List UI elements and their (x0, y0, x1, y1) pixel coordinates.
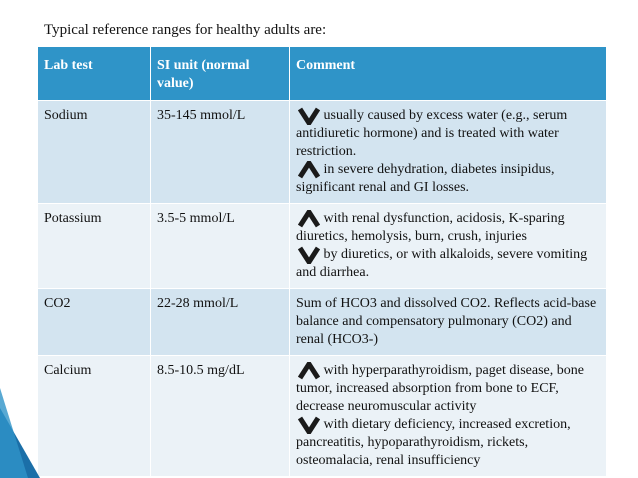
up-arrow-icon (298, 161, 320, 179)
comment-cell: Sum of HCO3 and dissolved CO2. Reflects acid-base balance and compensatory pulmonary (CO2) and renal (HCO3-) (289, 288, 606, 355)
lab-test-cell: Sodium (37, 100, 150, 203)
reference-range-table (37, 46, 606, 476)
intro-text: Typical reference ranges for healthy adults are: (44, 22, 327, 38)
slide-corner-decoration (0, 388, 40, 478)
comment-cell (289, 355, 606, 476)
lab-test-cell: Potassium (37, 203, 150, 288)
comment-decrease: usually caused by excess water (e.g., serum antidiuretic hormone) and is treated with water restriction. (296, 108, 568, 159)
table-header-row (37, 46, 606, 100)
table-row (37, 100, 606, 203)
table-row (37, 355, 606, 476)
lab-test-cell: Calcium (37, 355, 150, 476)
comment-increase: with hyperparathyroidism, paget disease, bone tumor, increased absorption from bone to ECF, decrease neuromuscular activity (296, 363, 584, 414)
si-unit-cell: 8.5-10.5 mg/dL (150, 355, 289, 476)
comment-decrease: by diuretics, or with alkaloids, severe vomiting and diarrhea. (296, 247, 588, 280)
si-unit-cell: 35-145 mmol/L (150, 100, 289, 203)
up-arrow-icon (298, 362, 320, 380)
lab-test-cell: CO2 (37, 288, 150, 355)
comment-decrease: with dietary deficiency, increased excretion, pancreatitis, hypoparathyroidism, rickets, osteomalacia, renal insufficiency (296, 417, 571, 468)
header-comment: Comment (289, 46, 606, 100)
table-row (37, 203, 606, 288)
header-lab-test: Lab test (37, 46, 150, 100)
comment-cell (289, 203, 606, 288)
down-arrow-icon (298, 416, 320, 434)
comment-increase: in severe dehydration, diabetes insipidus, significant renal and GI losses. (296, 162, 555, 195)
comment-increase: with renal dysfunction, acidosis, K-sparing diuretics, hemolysis, burn, crush, injuries (296, 211, 565, 244)
down-arrow-icon (298, 107, 320, 125)
down-arrow-icon (298, 246, 320, 264)
si-unit-cell: 3.5-5 mmol/L (150, 203, 289, 288)
comment-cell (289, 100, 606, 203)
up-arrow-icon (298, 210, 320, 228)
header-si-unit: SI unit (normal value) (150, 46, 289, 100)
si-unit-cell: 22-28 mmol/L (150, 288, 289, 355)
table-row (37, 288, 606, 355)
